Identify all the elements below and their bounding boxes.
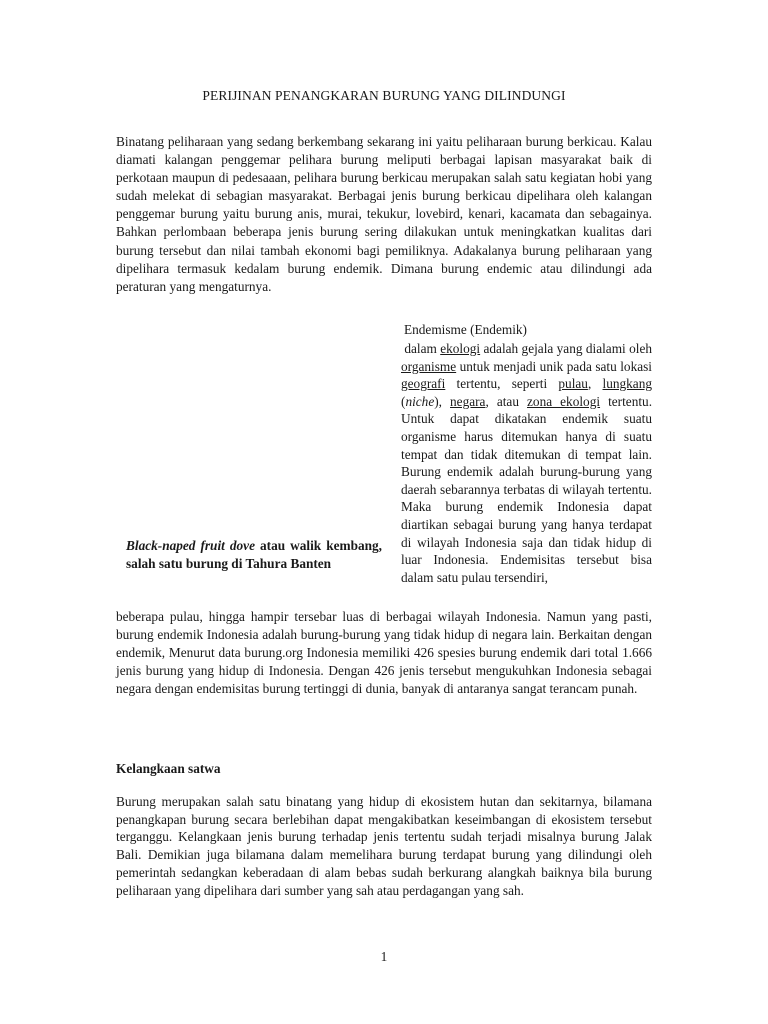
section-heading: Kelangkaan satwa xyxy=(116,761,221,776)
endemism-heading: Endemisme (Endemik) xyxy=(404,322,527,337)
figure-caption xyxy=(126,537,382,573)
endemism-text: dalam xyxy=(404,341,441,356)
endemism-text: tertentu. Untuk dapat dikatakan endemik suatu organisme harus ditemukan hanya di suatu tempat dan tidak ditemukan di tempat lain. Burung endemik adalah burung-burung yang daerah sebarannya terbatas di wilayah tertentu. Maka burung endemik Indonesia dapat diartikan sebagai burung yang hanya terdapat di wilayah Indonesia saja dan tidak hidup di luar Indonesia. Endemisitas tersebut bisa dalam satu pulau tersendiri, xyxy=(401,393,653,585)
link-lungkang[interactable]: lungkang xyxy=(602,376,652,392)
link-negara[interactable]: negara xyxy=(450,393,486,409)
link-ekologi[interactable]: ekologi xyxy=(440,341,481,356)
continuation-paragraph: beberapa pulau, hingga hampir tersebar luas di berbagai wilayah Indonesia. Namun yang pasti, burung endemik Indonesia adalah burung-burung yang tidak hidup di negara lain. Berkaitan dengan endemik, Menurut data burung.org Indonesia memiliki 426 spesies burung endemik dari total 1.666 jenis burung yang hidup di Indonesia. Dengan 426 jenis tersebut mengukuhkan Indonesia sebagai negara dengan endemisitas burung tertinggi di dunia, banyak di antaranya sangat terancam punah. xyxy=(116,609,652,697)
endemism-text: untuk menjadi unik pada satu lokasi xyxy=(456,358,652,374)
caption-species-name: Black-naped fruit dove xyxy=(126,538,255,553)
endemism-text: tertentu, seperti xyxy=(445,376,559,392)
link-pulau[interactable]: pulau xyxy=(558,376,588,392)
page-number: 1 xyxy=(380,949,388,964)
endemism-text: , atau xyxy=(485,393,528,409)
endemism-text: ( xyxy=(401,393,406,409)
endemism-text: ), xyxy=(434,393,451,409)
section-paragraph: Burung merupakan salah satu binatang yang hidup di ekosistem hutan dan sekitarnya, bilamana penangkapan burung secara berlebihan dapat mengakibatkan keseimbangan di ekosistem tersebut terganggu. Kelangkaan jenis burung terhadap jenis tertentu sudah terjadi misalnya burung Jalak Bali. Demikian juga bilamana dalam memelihara burung terdapat burung yang dilindungi oleh pemerintah sedangkan keberadaan di alam bebas sudah berkurang alangkah baiknya bila burung peliharaan yang dipelihara dari sumber yang sah atau perdagangan yang sah. xyxy=(116,794,652,898)
caption-text: atau walik kembang, salah satu burung di Tahura Banten xyxy=(126,538,382,571)
link-organisme[interactable]: organisme xyxy=(401,358,457,374)
endemism-paragraph xyxy=(401,340,652,586)
document-title: PERIJINAN PENANGKARAN BURUNG YANG DILINDUNGI xyxy=(202,88,566,103)
endemism-text: , xyxy=(587,376,603,392)
niche-italic: niche xyxy=(405,393,435,409)
endemism-text: adalah gejala yang dialami oleh xyxy=(480,341,652,356)
link-geografi[interactable]: geografi xyxy=(401,376,446,392)
link-zona-ekologi[interactable]: zona ekologi xyxy=(527,393,601,409)
intro-paragraph: Binatang peliharaan yang sedang berkembang sekarang ini yaitu peliharaan burung berkicau. Kalau diamati kalangan penggemar pelihara burung meliputi berbagai lapisan masyarakat baik di perkotaan maupun di pedesaaan, pelihara burung berkicau merupakan salah satu kegiatan hobi yang sudah melekat di sebagian masyarakat. Berbagai jenis burung berkicau dipelihara oleh kalangan penggemar burung yaitu burung anis, murai, tekukur, lovebird, kenari, kacamata dan sebagainya. Bahkan perlombaan beberapa jenis burung sering dilakukan untuk meningkatkan kualitas dari burung tersebut dan nilai tambah ekonomi bagi pemiliknya. Adakalanya burung peliharaan yang dipelihara termasuk kedalam burung endemik. Dimana burung endemic atau dilindungi ada peraturan yang mengaturnya. xyxy=(116,134,652,294)
